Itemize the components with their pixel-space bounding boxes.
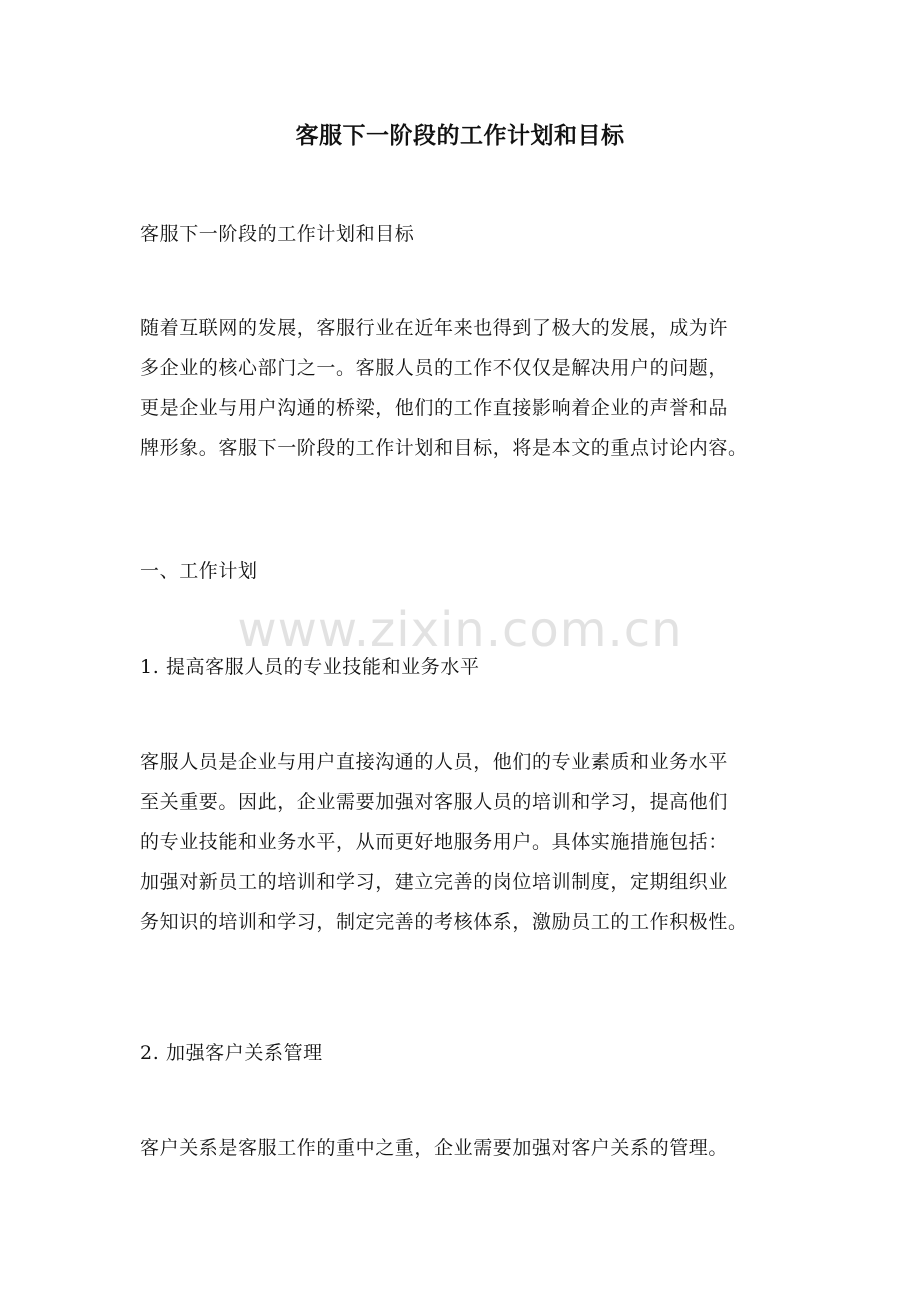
paragraph-line: 随着互联网的发展，客服行业在近年来也得到了极大的发展，成为许: [140, 317, 729, 339]
site-watermark: www.zixin.com.cn: [237, 602, 683, 658]
paragraph-line: 客户关系是客服工作的重中之重，企业需要加强对客户关系的管理。: [140, 1137, 729, 1159]
item-heading: 2. 加强客户关系管理: [140, 1042, 323, 1064]
paragraph-line: 更是企业与用户沟通的桥梁，他们的工作直接影响着企业的声誉和品: [140, 397, 729, 419]
item-heading: 1. 提高客服人员的专业技能和业务水平: [140, 656, 480, 678]
item1-paragraph: [140, 742, 790, 942]
paragraph-line: 务知识的培训和学习，制定完善的考核体系，激励员工的工作积极性。: [140, 911, 748, 933]
paragraph-line: 多企业的核心部门之一。客服人员的工作不仅仅是解决用户的问题，: [140, 357, 729, 379]
intro-paragraph: [140, 308, 790, 468]
section-heading: 一、工作计划: [140, 560, 258, 582]
paragraph-line: 的专业技能和业务水平，从而更好地服务用户。具体实施措施包括：: [140, 831, 729, 853]
paragraph-line: 至关重要。因此，企业需要加强对客服人员的培训和学习，提高他们: [140, 791, 729, 813]
paragraph-line: 客服人员是企业与用户直接沟通的人员，他们的专业素质和业务水平: [140, 751, 729, 773]
paragraph-line: 牌形象。客服下一阶段的工作计划和目标，将是本文的重点讨论内容。: [140, 437, 748, 459]
document-title: 客服下一阶段的工作计划和目标: [295, 122, 625, 149]
item2-paragraph: [140, 1128, 790, 1168]
paragraph-line: 加强对新员工的培训和学习，建立完善的岗位培训制度，定期组织业: [140, 871, 729, 893]
document-subtitle: 客服下一阶段的工作计划和目标: [140, 223, 415, 245]
